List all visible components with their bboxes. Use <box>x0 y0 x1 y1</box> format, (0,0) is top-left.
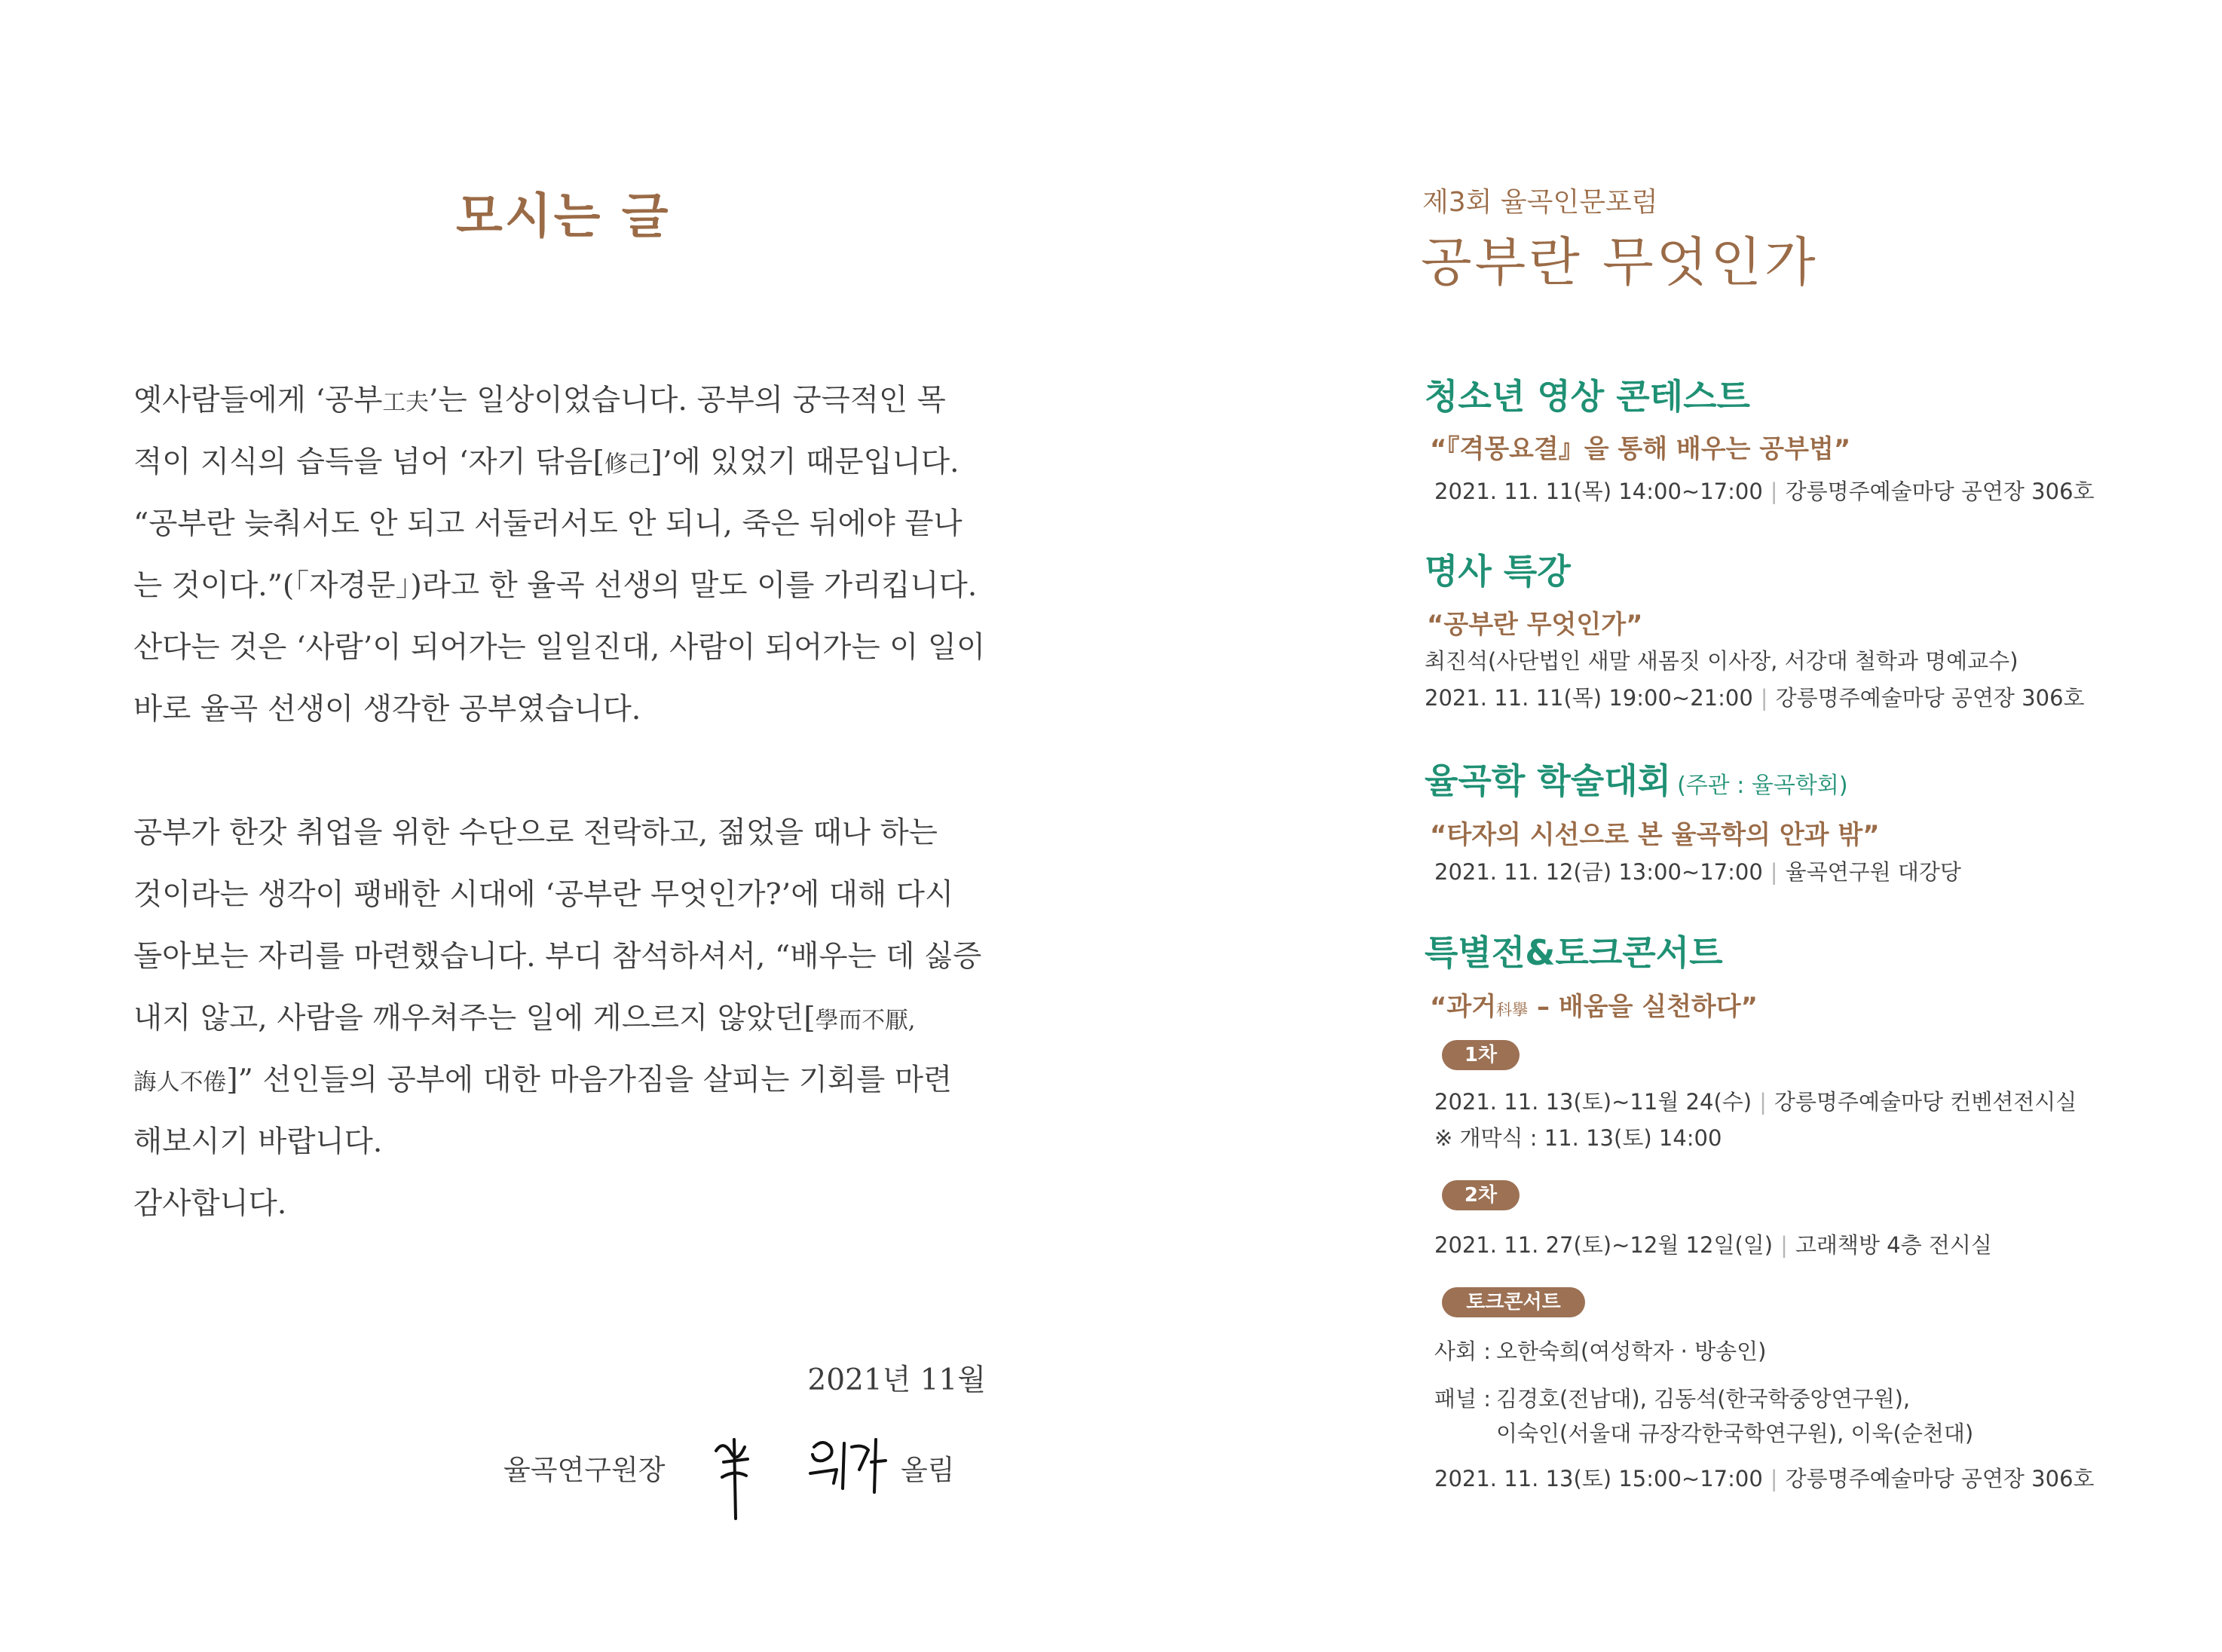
forum-title: 공부란 무엇인가 <box>1421 231 1819 293</box>
part2-schedule: 2021. 11. 27(토)~12월 12일(일) | 고래책방 4층 전시실 <box>1434 1232 1992 1258</box>
letter-line: 는 것이다.”(「자경문」)라고 한 율곡 선생의 말도 이를 가리킵니다. <box>133 568 978 603</box>
section-schedule: 2021. 11. 12(금) 13:00~17:00 | 율곡연구원 대강당 <box>1434 859 1961 885</box>
letter-line: 바로 율곡 선생이 생각한 공부였습니다. <box>133 692 641 727</box>
letter-closing: 올림 <box>901 1454 955 1486</box>
talk-host: 사회 : 오한숙희(여성학자 · 방송인) <box>1434 1338 1767 1364</box>
badge-part-1: 1차 <box>1442 1040 1520 1070</box>
opening-ceremony: ※ 개막식 : 11. 13(토) 14:00 <box>1434 1125 1722 1151</box>
letter-line: 내지 않고, 사람을 깨우쳐주는 일에 게으르지 않았던[學而不厭, <box>133 1001 916 1036</box>
letter-body <box>133 369 996 1234</box>
section-heading-academic-conference: 율곡학 학술대회 (주관 : 율곡학회) <box>1425 760 1848 801</box>
section-quote: “과거科擧 – 배움을 실천하다” <box>1430 992 1758 1022</box>
letter-line: 옛사람들에게 ‘공부工夫’는 일상이었습니다. 공부의 궁극적인 목 <box>133 383 946 418</box>
part1-schedule: 2021. 11. 13(토)~11월 24(수) | 강릉명주예술마당 컨벤션전시실 <box>1434 1089 2077 1115</box>
letter-line: “공부란 늦춰서도 안 되고 서둘러서도 안 되니, 죽은 뒤에야 끝나 <box>133 506 963 541</box>
organizer-note: (주관 : 율곡학회) <box>1677 772 1848 799</box>
badge-talk-concert: 토크콘서트 <box>1442 1287 1585 1317</box>
section-quote: “『격몽요결』을 통해 배우는 공부법” <box>1430 434 1851 464</box>
letter-line: 誨人不倦]” 선인들의 공부에 대한 마음가짐을 살피는 기회를 마련 <box>133 1063 953 1097</box>
letter-line: 것이라는 생각이 팽배한 시대에 ‘공부란 무엇인가?’에 대해 다시 <box>133 877 954 912</box>
talk-panel-continued: 이숙인(서울대 규장각한국학연구원), 이욱(순천대) <box>1496 1421 1974 1446</box>
letter-line: 산다는 것은 ‘사람’이 되어가는 일일진대, 사람이 되어가는 이 일이 <box>133 630 986 665</box>
forum-subtitle: 제3회 율곡인문포럼 <box>1422 187 1658 218</box>
letter-line: 감사합니다. <box>133 1186 287 1221</box>
talk-schedule: 2021. 11. 13(토) 15:00~17:00 | 강릉명주예술마당 공연장 306호 <box>1434 1466 2095 1491</box>
handwritten-signature <box>701 1417 897 1522</box>
section-schedule: 2021. 11. 11(목) 19:00~21:00 | 강릉명주예술마당 공연장 306호 <box>1425 685 2085 711</box>
section-quote: “타자의 시선으로 본 율곡학의 안과 밖” <box>1430 820 1880 850</box>
letter-line: 적이 지식의 습득을 넘어 ‘자기 닦음[修己]’에 있었기 때문입니다. <box>133 445 959 479</box>
letter-line: 돌아보는 자리를 마련했습니다. 부디 참석하셔서, “배우는 데 싫증 <box>133 939 982 974</box>
talk-panel: 패널 : 김경호(전남대), 김동석(한국학중앙연구원), <box>1434 1386 1911 1412</box>
letter-date: 2021년 11월 <box>807 1363 986 1397</box>
section-quote: “공부란 무엇인가” <box>1427 610 1643 640</box>
lecture-speaker: 최진석(사단법인 새말 새몸짓 이사장, 서강대 철학과 명예교수) <box>1425 648 2018 674</box>
section-heading-video-contest: 청소년 영상 콘테스트 <box>1425 376 1750 417</box>
section-schedule: 2021. 11. 11(목) 14:00~17:00 | 강릉명주예술마당 공연장 306호 <box>1434 479 2095 504</box>
section-heading-special-lecture: 명사 특강 <box>1425 551 1571 592</box>
section-heading-special-exhibition: 특별전&토크콘서트 <box>1425 932 1723 973</box>
signer-title: 율곡연구원장 <box>503 1454 666 1486</box>
badge-part-2: 2차 <box>1442 1180 1520 1210</box>
letter-title: 모시는 글 <box>456 188 671 245</box>
letter-line: 공부가 한갓 취업을 위한 수단으로 전락하고, 젊었을 때나 하는 <box>133 815 938 850</box>
letter-line: 해보시기 바랍니다. <box>133 1124 383 1159</box>
